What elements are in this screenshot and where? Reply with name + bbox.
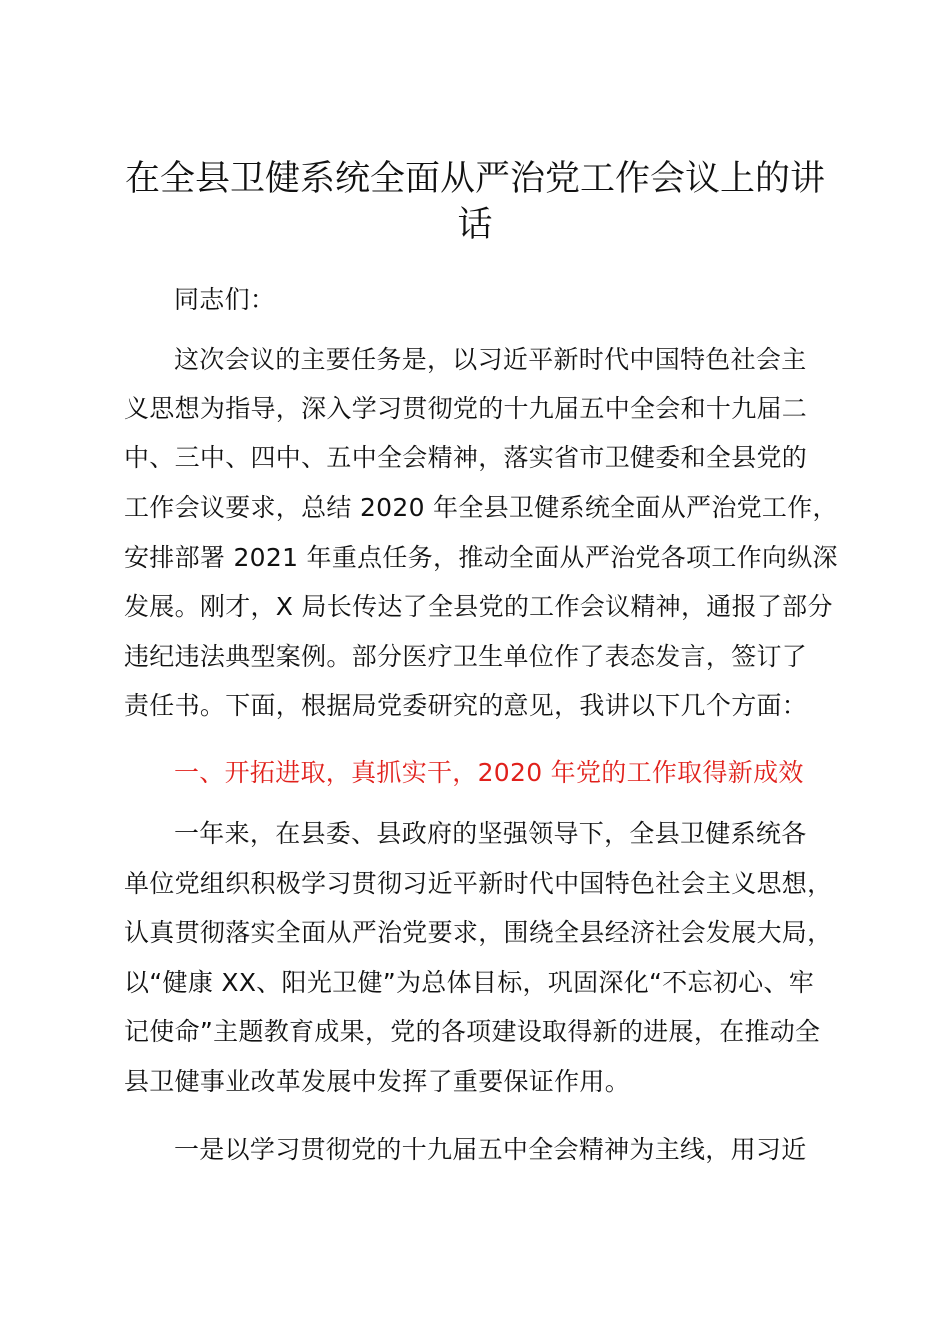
paragraph-line: 认真贯彻落实全面从严治党要求，围绕全县经济社会发展大局， xyxy=(124,918,833,947)
paragraph-line: 义思想为指导，深入学习贯彻党的十九届五中全会和十九届二 xyxy=(124,394,808,423)
paragraph-line: 违纪违法典型案例。部分医疗卫生单位作了表态发言，签订了 xyxy=(124,642,808,671)
paragraph-line: 责任书。下面，根据局党委研究的意见，我讲以下几个方面： xyxy=(124,691,808,720)
paragraph-line: 中、三中、四中、五中全会精神，落实省市卫健委和全县党的 xyxy=(124,443,808,472)
paragraph-line: 发展。刚才，X 局长传达了全县党的工作会议精神，通报了部分 xyxy=(124,592,833,621)
salutation: 同志们： xyxy=(174,285,276,314)
paragraph-line: 单位党组织积极学习贯彻习近平新时代中国特色社会主义思想， xyxy=(124,869,833,898)
paragraph-line: 以“健康 XX、阳光卫健”为总体目标，巩固深化“不忘初心、牢 xyxy=(124,968,815,997)
paragraph-line: 安排部署 2021 年重点任务，推动全面从严治党各项工作向纵深 xyxy=(124,543,838,572)
paragraph-line: 县卫健事业改革发展中发挥了重要保证作用。 xyxy=(124,1067,631,1096)
document-title-line-1: 在全县卫健系统全面从严治党工作会议上的讲 xyxy=(124,159,825,199)
paragraph-line: 一是以学习贯彻党的十九届五中全会精神为主线，用习近 xyxy=(174,1135,807,1164)
section-heading: 一、开拓进取，真抓实干，2020 年党的工作取得新成效 xyxy=(174,758,804,787)
paragraph-line: 这次会议的主要任务是，以习近平新时代中国特色社会主 xyxy=(174,345,807,374)
paragraph-line: 记使命”主题教育成果，党的各项建设取得新的进展，在推动全 xyxy=(124,1017,821,1046)
paragraph-line: 工作会议要求，总结 2020 年全县卫健系统全面从严治党工作， xyxy=(124,493,838,522)
paragraph-line: 一年来，在县委、县政府的坚强领导下，全县卫健系统各 xyxy=(174,819,807,848)
document-title-line-2: 话 xyxy=(457,205,493,245)
